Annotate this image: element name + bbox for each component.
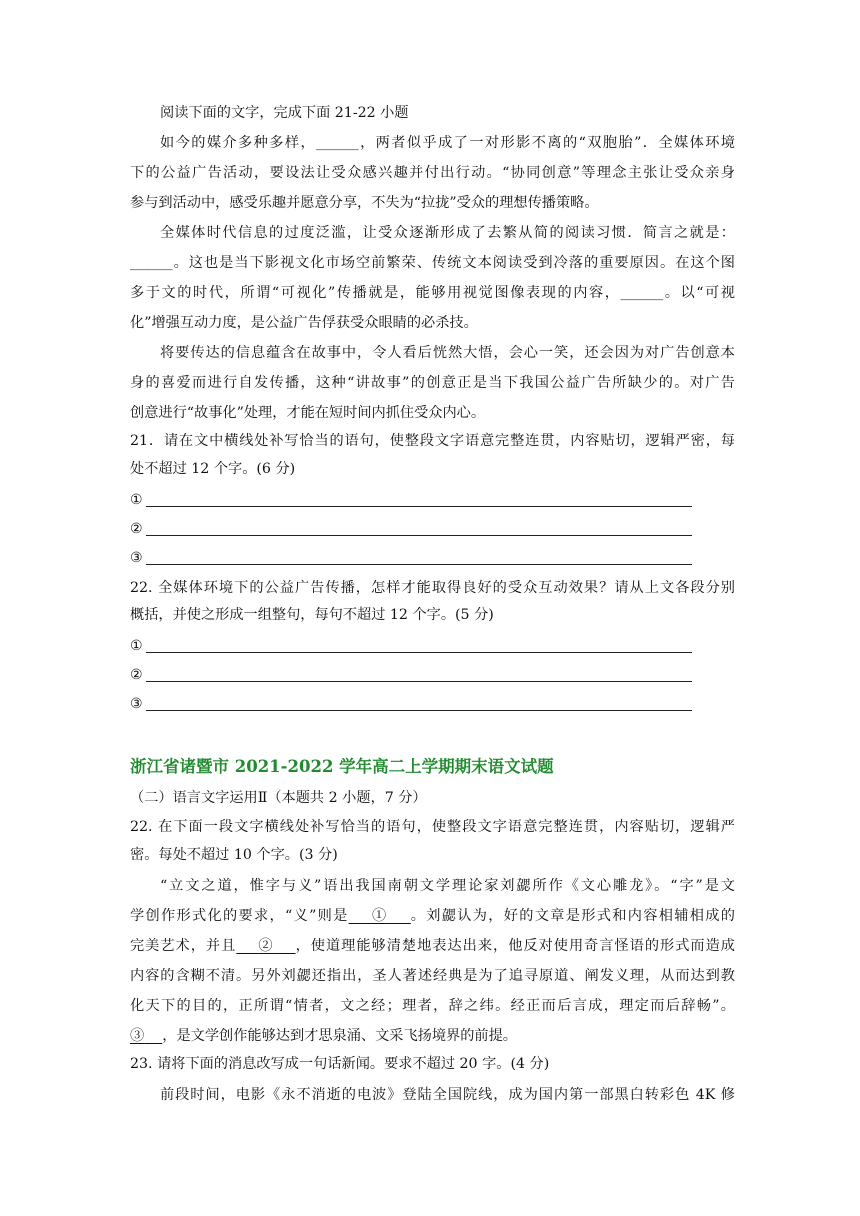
answer-underline: [146, 564, 692, 565]
reading-instruction: 阅读下面的文字，完成下面 21-22 小题: [160, 105, 409, 121]
answer-underline: [146, 506, 692, 507]
answer-number: ①: [130, 638, 143, 654]
passage-line: [130, 936, 735, 956]
blank-number: ②: [258, 938, 274, 954]
paragraph-3-line: 身的喜爱而进行自发传播，这种“讲故事”的创意正是当下我国公益广告所缺少的。对广告: [130, 375, 735, 391]
paragraph-2-line: 多于文的时代，所谓“可视化”传播就是，能够用视觉图像表现的内容，______。以“可视: [130, 285, 735, 301]
answer-number: ②: [130, 521, 143, 537]
answer-number: ①: [130, 492, 143, 508]
question-22-part2: 密。每处不超过 10 个字。(3 分): [130, 847, 338, 863]
paragraph-1-line: 下的公益广告活动，要设法让受众感兴趣并付出行动。“协同创意”等理念主张让受众亲身: [130, 165, 735, 181]
question-21: 21．请在文中横线处补写恰当的语句，使整段文字语意完整连贯，内容贴切，逻辑严密，每: [130, 433, 735, 449]
paragraph-2-line: 化”增强互动力度，是公益广告俘获受众眼睛的必杀技。: [130, 315, 478, 331]
blank-number: ①: [371, 908, 388, 924]
question-23: 23. 请将下面的消息改写成一句话新闻。要求不超过 20 字。(4 分): [130, 1056, 550, 1072]
paragraph-2-line: 全媒体时代信息的过度泛滥，让受众逐渐形成了去繁从简的阅读习惯．简言之就是：: [160, 225, 735, 241]
paragraph-2-line: ______。这也是当下影视文化市场空前繁荣、传统文本阅读受到冷落的重要原因。在这个图: [130, 255, 735, 271]
passage-line: 内容的含糊不清。另外刘勰还指出，圣人著述经典是为了追寻原道、阐发义理，从而达到教: [130, 968, 735, 984]
section-title: 浙江省诸暨市 2021-2022 学年高二上学期期末语文试题: [130, 757, 554, 776]
blank-number: ③: [130, 1028, 145, 1044]
answer-number: ③: [130, 696, 143, 712]
section-subtitle: （二）语言文字运用Ⅱ（本题共 2 小题，7 分）: [130, 790, 427, 806]
question-22-part2: 22. 在下面一段文字横线处补写恰当的语句，使整段文字语意完整连贯，内容贴切，逻辑严: [130, 819, 735, 835]
paragraph-3-line: 创意进行“故事化”处理，才能在短时间内抓住受众内心。: [130, 405, 486, 421]
question-21: 处不超过 12 个字。(6 分): [130, 461, 296, 477]
passage-text: 。刘勰认为，好的文章是形式和内容相辅相成的: [410, 908, 735, 924]
answer-underline: [146, 652, 692, 653]
passage-text: ，是文学创作能够达到才思泉涌、文采飞扬境界的前提。: [162, 1028, 517, 1044]
question-22: 22. 全媒体环境下的公益广告传播，怎样才能取得良好的受众互动效果？请从上文各段分别: [130, 580, 735, 596]
paragraph-3-line: 将要传达的信息蕴含在故事中，令人看后恍然大悟，会心一笑，还会因为对广告创意本: [160, 345, 735, 361]
question-22: 概括，并使之形成一组整句，每句不超过 12 个字。(5 分): [130, 607, 494, 623]
passage-text: 学创作形式化的要求，“义”则是: [130, 908, 349, 924]
paragraph-1-line: 如今的媒介多种多样，______，两者似乎成了一对形影不离的“双胞胎”．全媒体环境: [160, 135, 735, 151]
passage-text: ，使道理能够清楚地表达出来，他反对使用奇言怪语的形式而造成: [295, 938, 735, 954]
blank-2[interactable]: [236, 938, 295, 954]
answer-underline: [146, 535, 692, 536]
news-text: 前段时间，电影《永不消逝的电波》登陆全国院线，成为国内第一部黑白转彩色 4K 修: [160, 1087, 735, 1103]
answer-number: ②: [130, 667, 143, 683]
answer-number: ③: [130, 550, 143, 566]
answer-underline: [146, 710, 692, 711]
passage-line: [130, 1026, 735, 1046]
blank-1[interactable]: [349, 908, 411, 924]
passage-text: 完美艺术，并且: [130, 938, 237, 954]
passage-line: 化天下的目的，正所谓“情者，文之经；理者，辞之纬。经正而后言成，理定而后辞畅”。: [130, 998, 735, 1014]
passage-line: “立文之道，惟字与义”语出我国南朝文学理论家刘勰所作《文心雕龙》。“字”是文: [160, 878, 735, 894]
passage-line: [130, 906, 735, 926]
answer-underline: [146, 681, 692, 682]
paragraph-1-line: 参与到活动中，感受乐趣并愿意分享，不失为“拉拢”受众的理想传播策略。: [130, 195, 599, 211]
blank-3[interactable]: [130, 1028, 162, 1044]
